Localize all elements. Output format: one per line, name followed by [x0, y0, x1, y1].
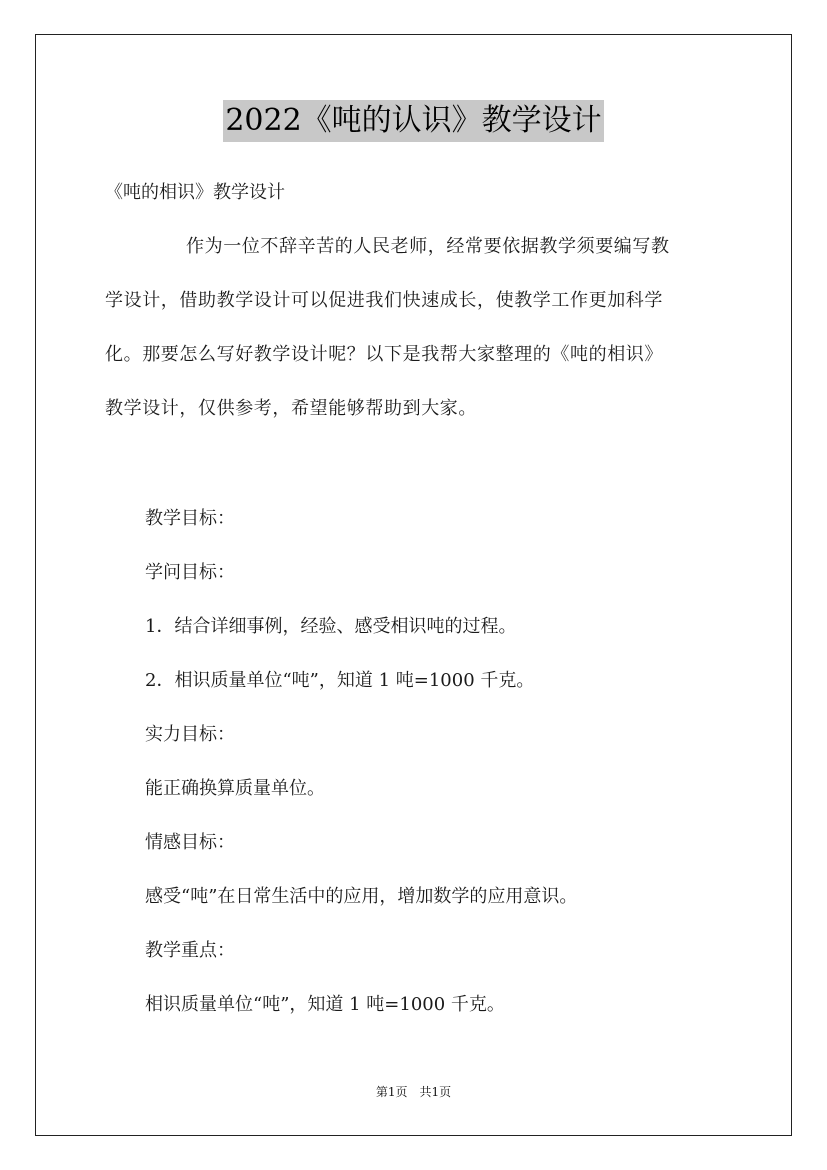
title-wrap	[0, 100, 827, 142]
list-item-1: 1．结合详细事例，经验、感受相识吨的过程。	[145, 616, 517, 637]
document-title: 2022《吨的认识》教学设计	[223, 100, 603, 142]
ability-goal-text: 能正确换算质量单位。	[145, 778, 325, 799]
heading-ability-goals: 实力目标：	[145, 724, 235, 745]
document-subtitle: 《吨的相识》教学设计	[105, 182, 285, 203]
page-footer	[0, 1084, 827, 1100]
intro-line-3: 化。那要怎么写好教学设计呢？以下是我帮大家整理的《吨的相识》	[105, 344, 663, 365]
intro-line-4: 教学设计，仅供参考，希望能够帮助到大家。	[105, 398, 477, 419]
list-item-2: 2．相识质量单位“吨”，知道 1 吨=1000 千克。	[145, 670, 535, 691]
page-number-label: 第1页 共1页	[375, 1085, 452, 1099]
heading-knowledge-goals: 学问目标：	[145, 562, 235, 583]
intro-line-1: 作为一位不辞辛苦的人民老师，经常要依据教学须要编写教	[186, 236, 670, 257]
heading-teaching-goals: 教学目标：	[145, 508, 235, 529]
key-point-text: 相识质量单位“吨”，知道 1 吨=1000 千克。	[145, 994, 505, 1015]
emotion-goal-text: 感受“吨”在日常生活中的应用，增加数学的应用意识。	[145, 886, 578, 907]
heading-emotion-goals: 情感目标：	[145, 832, 235, 853]
heading-key-points: 教学重点：	[145, 940, 235, 961]
intro-line-2: 学设计，借助教学设计可以促进我们快速成长，使教学工作更加科学	[105, 290, 663, 311]
